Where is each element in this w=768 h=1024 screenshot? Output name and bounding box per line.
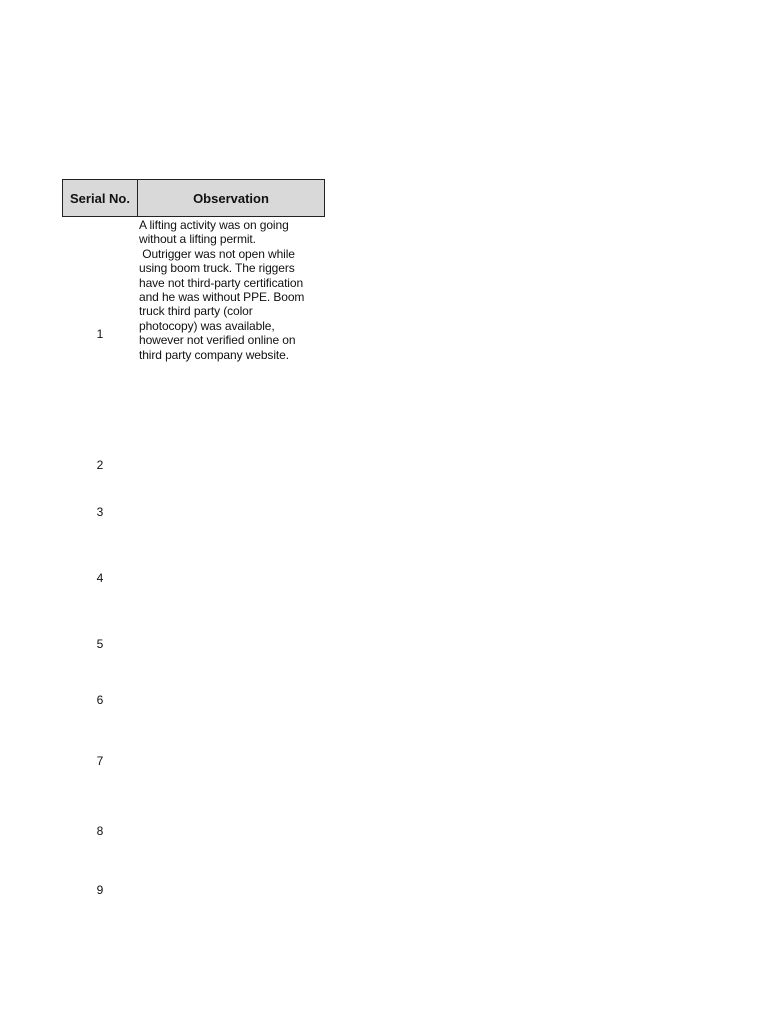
serial-cell-9: 9 bbox=[96, 883, 104, 897]
serial-cell-2: 2 bbox=[96, 458, 104, 472]
serial-cell-7: 7 bbox=[96, 754, 104, 768]
serial-cell-6: 6 bbox=[96, 693, 104, 707]
serial-cell-3: 3 bbox=[96, 505, 104, 519]
serial-cell-4: 4 bbox=[96, 571, 104, 585]
header-serial-no: Serial No. bbox=[63, 180, 138, 216]
header-observation: Observation bbox=[193, 190, 269, 206]
observation-cell-1: A lifting activity was on going without a lifting permit. Outrigger was not open while using boom truck. The riggers have not third-party certification and he was without PPE. Boom truck third party (color photocopy) was available, however not verified online on third party company website. bbox=[139, 218, 305, 362]
table-header bbox=[62, 179, 325, 217]
serial-cell-1: 1 bbox=[96, 327, 104, 341]
serial-cell-5: 5 bbox=[96, 637, 104, 651]
serial-cell-8: 8 bbox=[96, 824, 104, 838]
